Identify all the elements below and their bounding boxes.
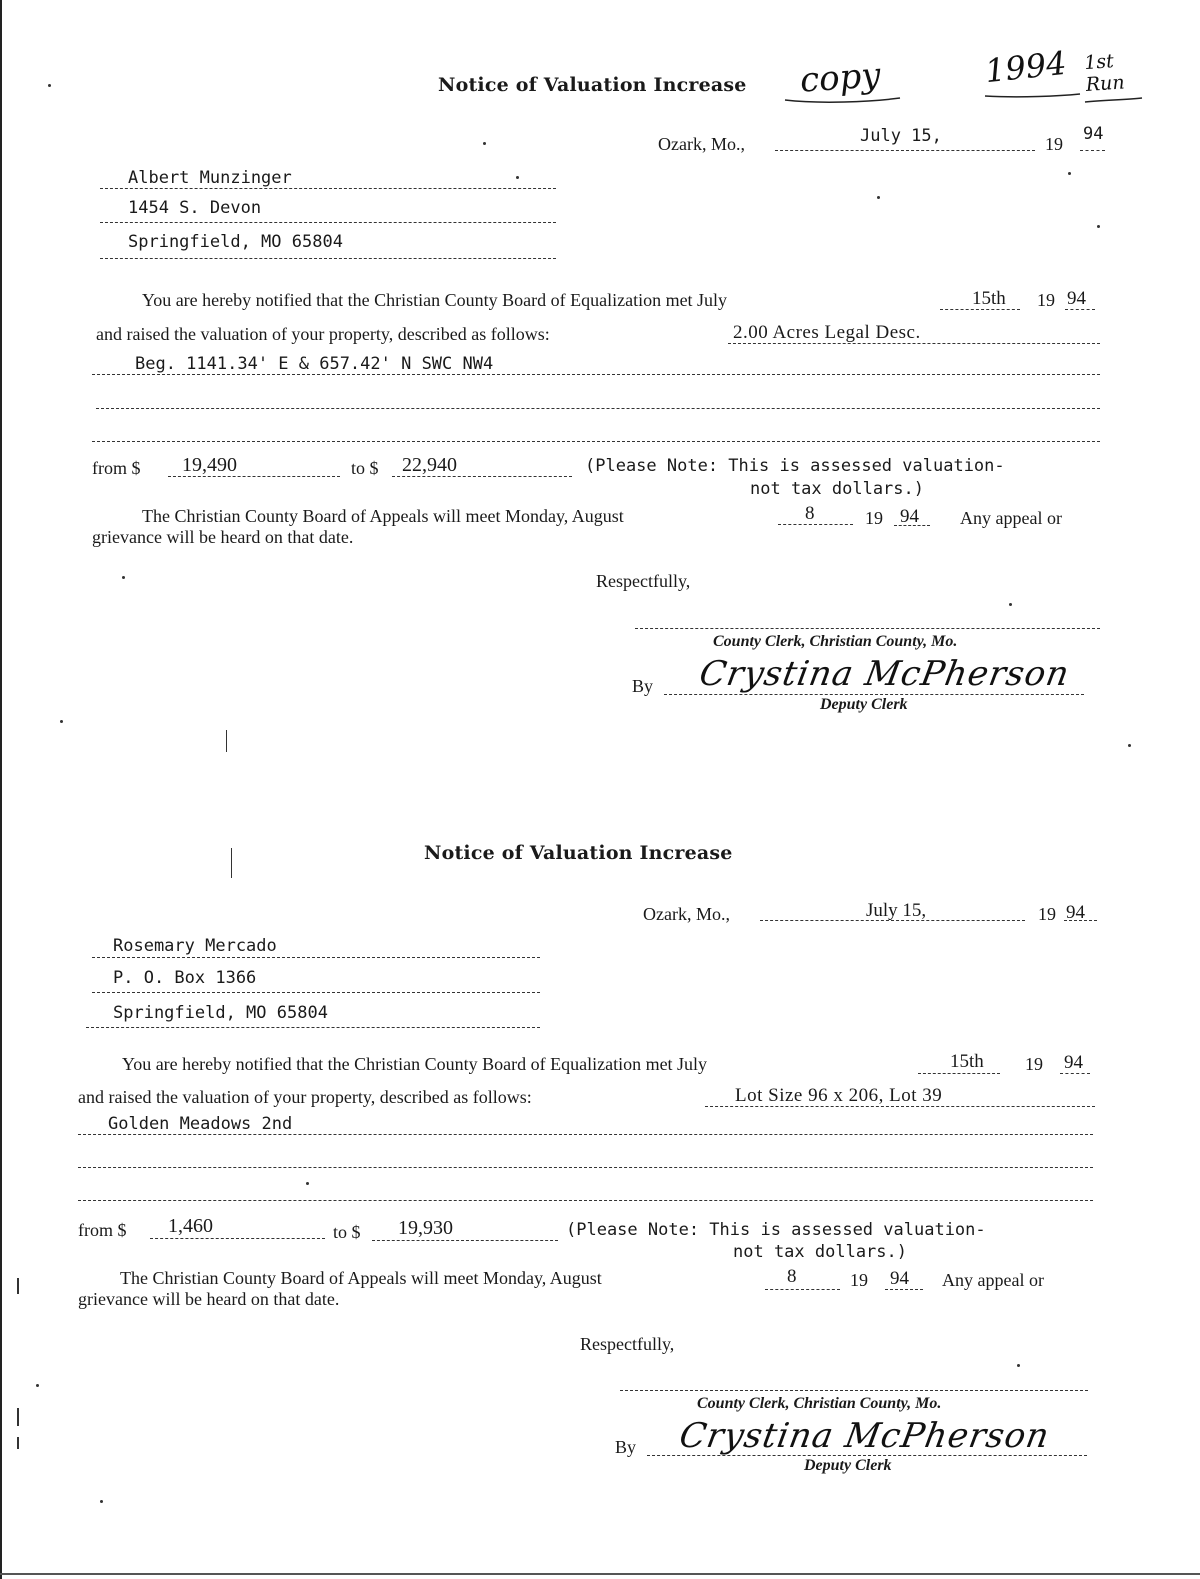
clerk-line: [635, 628, 1100, 629]
appeals-day: 8: [787, 1266, 797, 1287]
desc3-line: [78, 1167, 1093, 1168]
met-year: 94: [1067, 288, 1086, 309]
note-line-1: (Please Note: This is assessed valuation-: [585, 456, 1005, 476]
scan-speck: [122, 576, 125, 579]
met-day: 15th: [950, 1051, 984, 1072]
appeals-year: 94: [890, 1268, 909, 1289]
met-year: 94: [1064, 1052, 1083, 1073]
scan-speck: [483, 142, 486, 145]
scan-speck: [1017, 1364, 1020, 1367]
notified-text: You are hereby notified that the Christian County Board of Equalization met July: [142, 290, 728, 310]
scan-mark: [226, 730, 227, 752]
scan-speck: [48, 84, 51, 87]
scan-speck: [1097, 225, 1100, 228]
appeals-year-line: [894, 525, 930, 526]
year-line: [1064, 920, 1097, 921]
scan-speck: [60, 720, 63, 723]
appeals-tail: Any appeal or: [960, 508, 1062, 528]
address1-line: [92, 992, 540, 993]
respectfully: Respectfully,: [596, 571, 691, 591]
note-line-2: not tax dollars.): [750, 479, 924, 499]
year-annotation: 1994: [983, 43, 1069, 91]
scan-speck: [1128, 744, 1131, 747]
to-line: [372, 1240, 558, 1241]
name-line: [100, 188, 556, 189]
appeals-day-line: [778, 524, 853, 525]
appeals-year-prefix: 19: [865, 508, 883, 528]
description-1: Lot Size 96 x 206, Lot 39: [735, 1085, 943, 1106]
run-annotation: 1st Run: [1083, 50, 1126, 97]
year-prefix: 19: [1045, 134, 1063, 154]
note-line-1: (Please Note: This is assessed valuation-: [566, 1220, 986, 1240]
from-line: [150, 1238, 325, 1239]
notice-date: July 15,: [860, 126, 942, 146]
by-label: By: [615, 1437, 637, 1457]
met-day: 15th: [972, 288, 1006, 309]
signature-line: [664, 694, 1084, 695]
appeals-text: The Christian County Board of Appeals will meet Monday, August: [142, 506, 624, 526]
scan-speck: [516, 176, 519, 179]
address-line-1: P. O. Box 1366: [113, 968, 257, 988]
recipient-name: Albert Munzinger: [128, 168, 292, 188]
date-line: [775, 150, 1035, 151]
name-line: [92, 957, 540, 958]
notice-title: Notice of Valuation Increase: [424, 842, 733, 864]
desc2-line: [78, 1134, 1093, 1135]
place-label: Ozark, Mo.,: [643, 904, 730, 924]
scan-mark: [17, 1408, 19, 1426]
grievance-text: grievance will be heard on that date.: [92, 527, 354, 547]
met-year-line: [1065, 309, 1095, 310]
scan-speck: [1009, 603, 1012, 606]
appeals-tail: Any appeal or: [942, 1270, 1044, 1290]
address-line-2: Springfield, MO 65804: [113, 1003, 328, 1023]
address-line-2: Springfield, MO 65804: [128, 232, 343, 252]
raised-text: and raised the valuation of your property, described as follows:: [96, 324, 550, 344]
notice-date: July 15,: [866, 900, 927, 921]
met-year-prefix: 19: [1037, 290, 1055, 310]
address2-line: [86, 1027, 540, 1028]
scan-speck: [877, 196, 880, 199]
description-2: Golden Meadows 2nd: [108, 1114, 293, 1134]
to-value: 19,930: [398, 1217, 453, 1239]
notice-year: 94: [1066, 902, 1085, 923]
recipient-name: Rosemary Mercado: [113, 936, 277, 956]
signature: Crystina McPherson: [676, 1416, 1053, 1456]
deputy-label: Deputy Clerk: [804, 1457, 892, 1474]
met-day-line: [918, 1073, 1000, 1074]
copy-annotation: copy: [798, 55, 882, 101]
annotation-underlines: [780, 90, 1160, 110]
note-line-2: not tax dollars.): [733, 1242, 907, 1262]
from-value: 1,460: [168, 1215, 213, 1237]
appeals-year: 94: [900, 506, 919, 527]
raised-text: and raised the valuation of your property, described as follows:: [78, 1087, 532, 1107]
deputy-label: Deputy Clerk: [820, 696, 908, 713]
clerk-title: County Clerk, Christian County, Mo.: [713, 633, 958, 650]
scan-border: [0, 0, 2, 1579]
notice-year: 94: [1083, 124, 1104, 144]
met-year-prefix: 19: [1025, 1054, 1043, 1074]
by-label: By: [632, 676, 654, 696]
scan-speck: [100, 1500, 103, 1503]
address-line-1: 1454 S. Devon: [128, 198, 262, 218]
respectfully: Respectfully,: [580, 1334, 675, 1354]
address1-line: [100, 222, 556, 223]
year-line: [1080, 150, 1105, 151]
appeals-text: The Christian County Board of Appeals will meet Monday, August: [120, 1268, 602, 1288]
signature: Crystina McPherson: [696, 654, 1073, 694]
desc4-line: [92, 441, 1100, 442]
scan-mark: [231, 848, 232, 878]
appeals-day: 8: [805, 503, 815, 524]
description-1: 2.00 Acres Legal Desc.: [733, 322, 921, 343]
scan-speck: [36, 1384, 39, 1387]
grievance-text: grievance will be heard on that date.: [78, 1289, 340, 1309]
from-label: from $: [78, 1220, 127, 1240]
from-value: 19,490: [182, 454, 237, 476]
description-2: Beg. 1141.34' E & 657.42' N SWC NW4: [135, 354, 494, 374]
to-label: to $: [333, 1222, 361, 1242]
scan-speck: [306, 1182, 309, 1185]
scan-mark: [17, 1437, 19, 1449]
clerk-line: [620, 1390, 1088, 1391]
desc4-line: [78, 1200, 1093, 1201]
scan-speck: [1068, 172, 1071, 175]
address2-line: [100, 258, 556, 259]
met-year-line: [1060, 1073, 1090, 1074]
appeals-year-prefix: 19: [850, 1270, 868, 1290]
place-label: Ozark, Mo.,: [658, 134, 745, 154]
to-label: to $: [351, 458, 379, 478]
to-value: 22,940: [402, 454, 457, 476]
year-prefix: 19: [1038, 904, 1056, 924]
scan-border-bottom: [0, 1573, 1200, 1575]
clerk-title: County Clerk, Christian County, Mo.: [697, 1395, 942, 1412]
notified-text: You are hereby notified that the Christian County Board of Equalization met July: [122, 1054, 708, 1074]
desc2-line: [92, 374, 1100, 375]
notice-title: Notice of Valuation Increase: [438, 74, 747, 96]
appeals-year-line: [885, 1289, 923, 1290]
appeals-day-line: [765, 1289, 840, 1290]
scan-mark: [17, 1278, 19, 1294]
desc3-line: [96, 408, 1100, 409]
from-label: from $: [92, 458, 141, 478]
